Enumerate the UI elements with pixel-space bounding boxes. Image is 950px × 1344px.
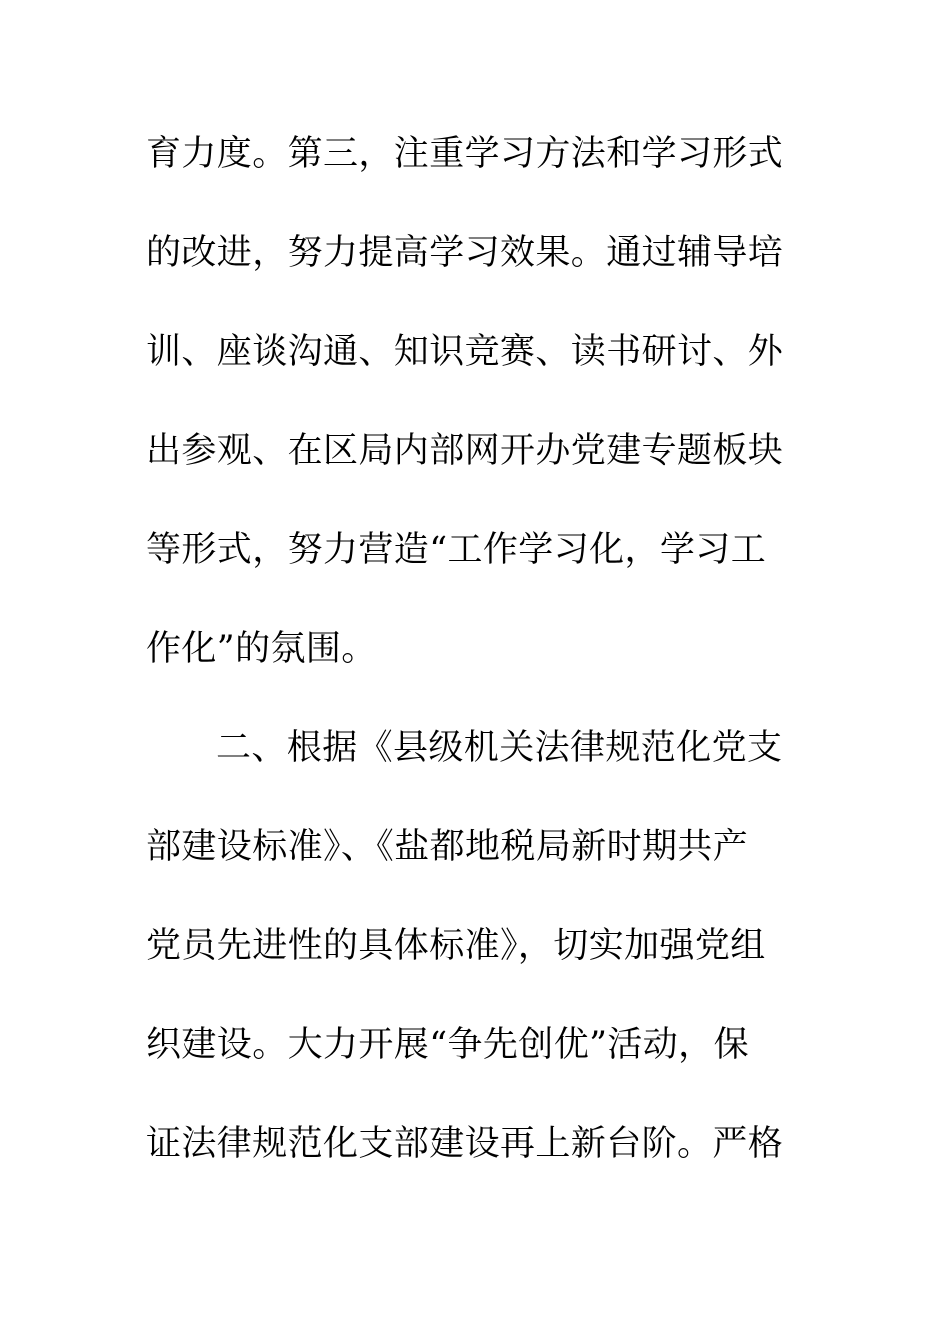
text-line: 育力度。第三，注重学习方法和学习形式 [146, 134, 784, 174]
text-line: 的改进，努力提高学习效果。通过辅导培 [146, 233, 784, 273]
text-line: 织建设。大力开展“争先创优”活动，保 [146, 1025, 749, 1065]
text-line: 作化”的氛围。 [146, 629, 377, 669]
text-line: 部建设标准》、《盐都地税局新时期共产 [146, 827, 749, 867]
paragraph-start-line: 二、根据《县级机关法律规范化党支 [216, 728, 783, 768]
text-line: 出参观、在区局内部网开办党建专题板块 [146, 431, 784, 471]
text-line: 党员先进性的具体标准》，切实加强党组 [146, 926, 766, 966]
body-text [146, 124, 806, 1213]
text-line: 训、座谈沟通、知识竞赛、读书研讨、外 [146, 332, 784, 372]
text-line: 证法律规范化支部建设再上新台阶。严格 [146, 1124, 784, 1164]
text-line: 等形式，努力营造“工作学习化，学习工 [146, 530, 767, 570]
